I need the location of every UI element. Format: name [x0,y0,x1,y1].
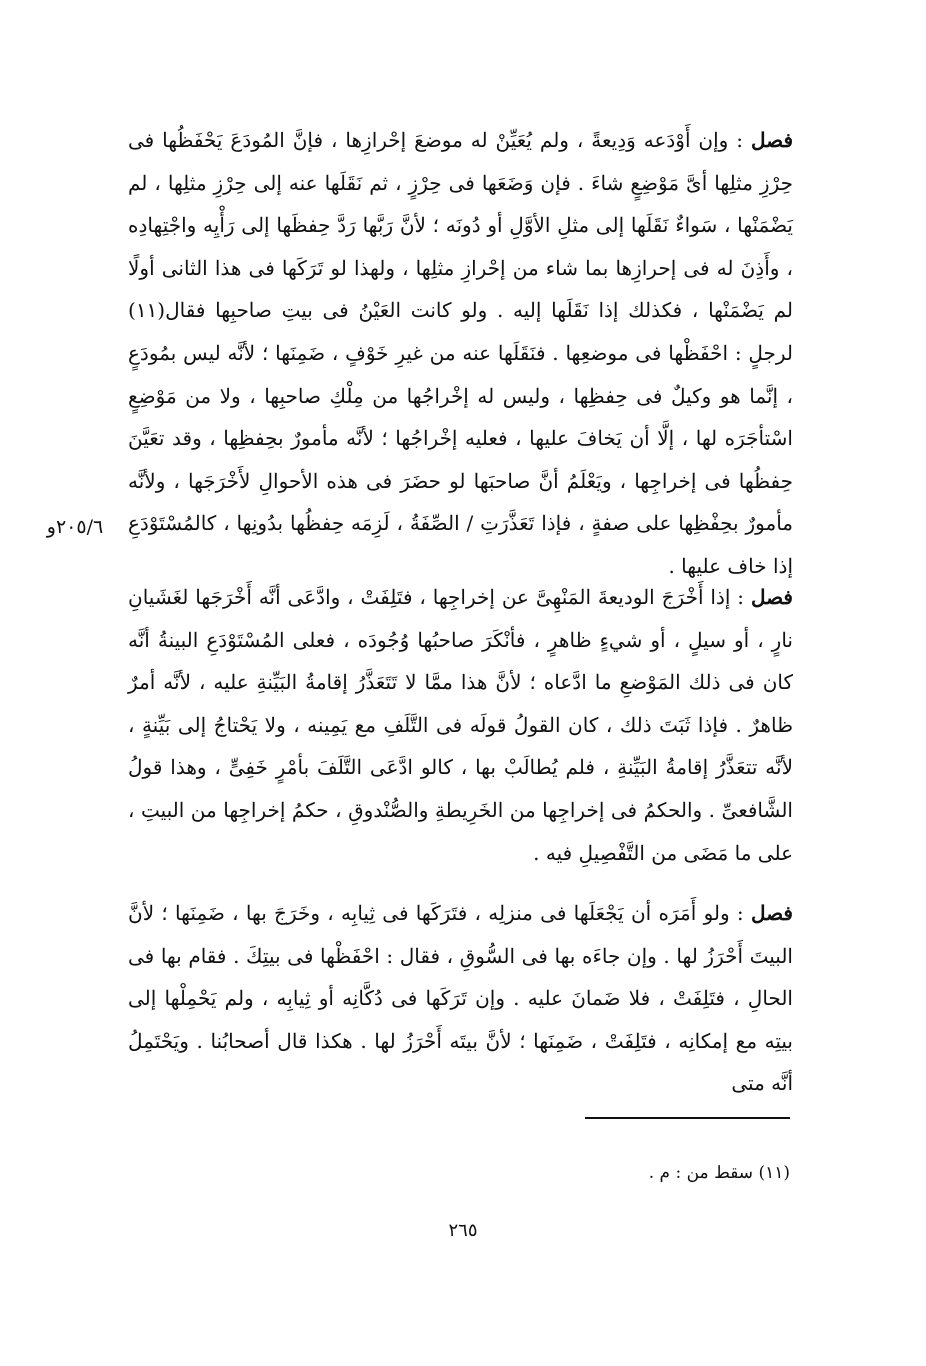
paragraph-text: : وإن أَوْدَعه وَدِيعةً ، ولم يُعَيِّنْ له موضعَ إحْرازِها ، فإنَّ المُودَعَ يَحْفَظُها فى حِرْزِ مثلِها أىَّ مَوْضِعٍ شاءَ . فإن وَضَعَها فى حِرْزٍ ، ثم نَقَلَها عنه إلى حِرْزِ مثلِها ، لم يَضْمَنْها ، سَواءٌ نَقَلَها إلى مثلِ الأوَّلِ أو دُونَه ؛ لأنَّ رَبَّها رَدَّ حِفظَها إلى رَأْيِه واجْتِهادِه ، وأَذِنَ له فى إحرازِها بما شاء من إحْرازِ مثلِها ، ولهذا لو تَرَكَها فى هذا الثانى أولًا لم يَضْمَنْها ، فكذلك إذا نَقَلَها إليه . ولو كانت العَيْنُ فى بيتِ صاحبِها فقال(١١) لرجلٍ : احْفَظْها فى موضعِها . فنَقَلَها عنه من غيرِ خَوْفٍ ، ضَمِنَها ؛ لأنَّه ليس بمُودَعٍ ، إنَّما هو وكيلٌ فى حِفظِها ، وليس له إخْراجُها من مِلْكِ صاحبِها ، ولا من مَوْضِعٍ اسْتأجَرَه لها ، إلَّا أن يَخافَ عليها ، فعليه إخْراجُها ؛ لأنَّه مأمورٌ بحِفظِها ، وقد تعَيَّنَ حِفظُها فى إخراجِها ، ويَعْلَمُ أنَّ صاحبَها لو حضَرَ فى هذه الأحوالِ لأَخْرَجَها ، ولأنَّه مأمورٌ بحِفْظِها على صفةٍ ، فإذا تَعَذَّرَتِ / الصِّفَةُ ، لَزِمَه حِفظُها بدُونِها ، كالمُسْتَوْدَعِ إذا خاف عليها . [128,128,793,578]
paragraph-1 [128,119,793,588]
margin-folio-note: ٢٠٥/٦و [46,516,104,538]
paragraph-text: : ولو أَمَرَه أن يَجْعَلَها فى منزلِه ، فتَرَكَها فى ثِيابِه ، وخَرَجَ بها ، ضَمِنَها ؛ لأنَّ البيتَ أَحْرَزُ لها . وإن جاءَه بها فى السُّوقِ ، فقال : احْفَظْها فى بيتِكَ . فقام بها فى الحالِ ، فتَلِفَتْ ، فلا ضَمانَ عليه . وإن تَرَكَها فى دُكَّانِه أو ثِيابِه ، ولم يَحْمِلْها إلى بيتِه مع إمكانِه ، فتَلِفَتْ ، ضَمِنَها ؛ لأنَّ بيتَه أَحْرَزُ لها . هكذا قال أصحابُنا . ويَحْتَمِلُ أنَّه متى [128,901,793,1096]
paragraph-2-body [128,576,793,874]
paragraph-3-body [128,892,793,1105]
paragraph-text: : إذا أَخْرَجَ الوديعةَ المَنْهِىَّ عن إخراجِها ، فتَلِفَتْ ، وادَّعَى أنَّه أَخْرَجَها لغَشَيانِ نارٍ ، أو سيلٍ ، أو شيءٍ ظاهرٍ ، فأنْكَرَ صاحبُها وُجُودَه ، فعلى المُسْتَوْدَعِ البينةُ أنَّه كان فى ذلك المَوْضعِ ما ادَّعاه ؛ لأنَّ هذا ممَّا لا تَتَعَذَّرُ إقامةُ البَيِّنةِ عليه ، لأنَّه أمرٌ ظاهرٌ . فإذا ثَبَتَ ذلك ، كان القولُ قولَه فى التَّلَفِ مع يَمِينه ، ولا يَحْتاجُ إلى بَيِّنةٍ ، لأنَّه تتعَذَّرُ إقامةُ البَيِّنةِ ، فلم يُطالَبْ بها ، كالو ادَّعَى التَّلَفَ بأمْرٍ خَفِىٍّ ، وهذا قولُ الشَّافعىِّ . والحكمُ فى إخراجِها من الخَرِيطةِ والصُّنْدوقِ ، حكمُ إخراجِها من البيتِ ، على ما مَضَى من التَّفْصِيلِ فيه . [128,585,793,865]
footnote: (١١) سقط من : م . [648,1163,790,1183]
section-label: فصل [750,901,793,925]
section-label: فصل [750,128,794,152]
page-number: ٢٦٥ [448,1220,478,1241]
paragraph-2 [128,576,793,874]
paragraph-1-body [128,119,793,588]
paragraph-3 [128,892,793,1105]
section-label: فصل [750,585,793,609]
footnote-divider [585,1117,790,1119]
